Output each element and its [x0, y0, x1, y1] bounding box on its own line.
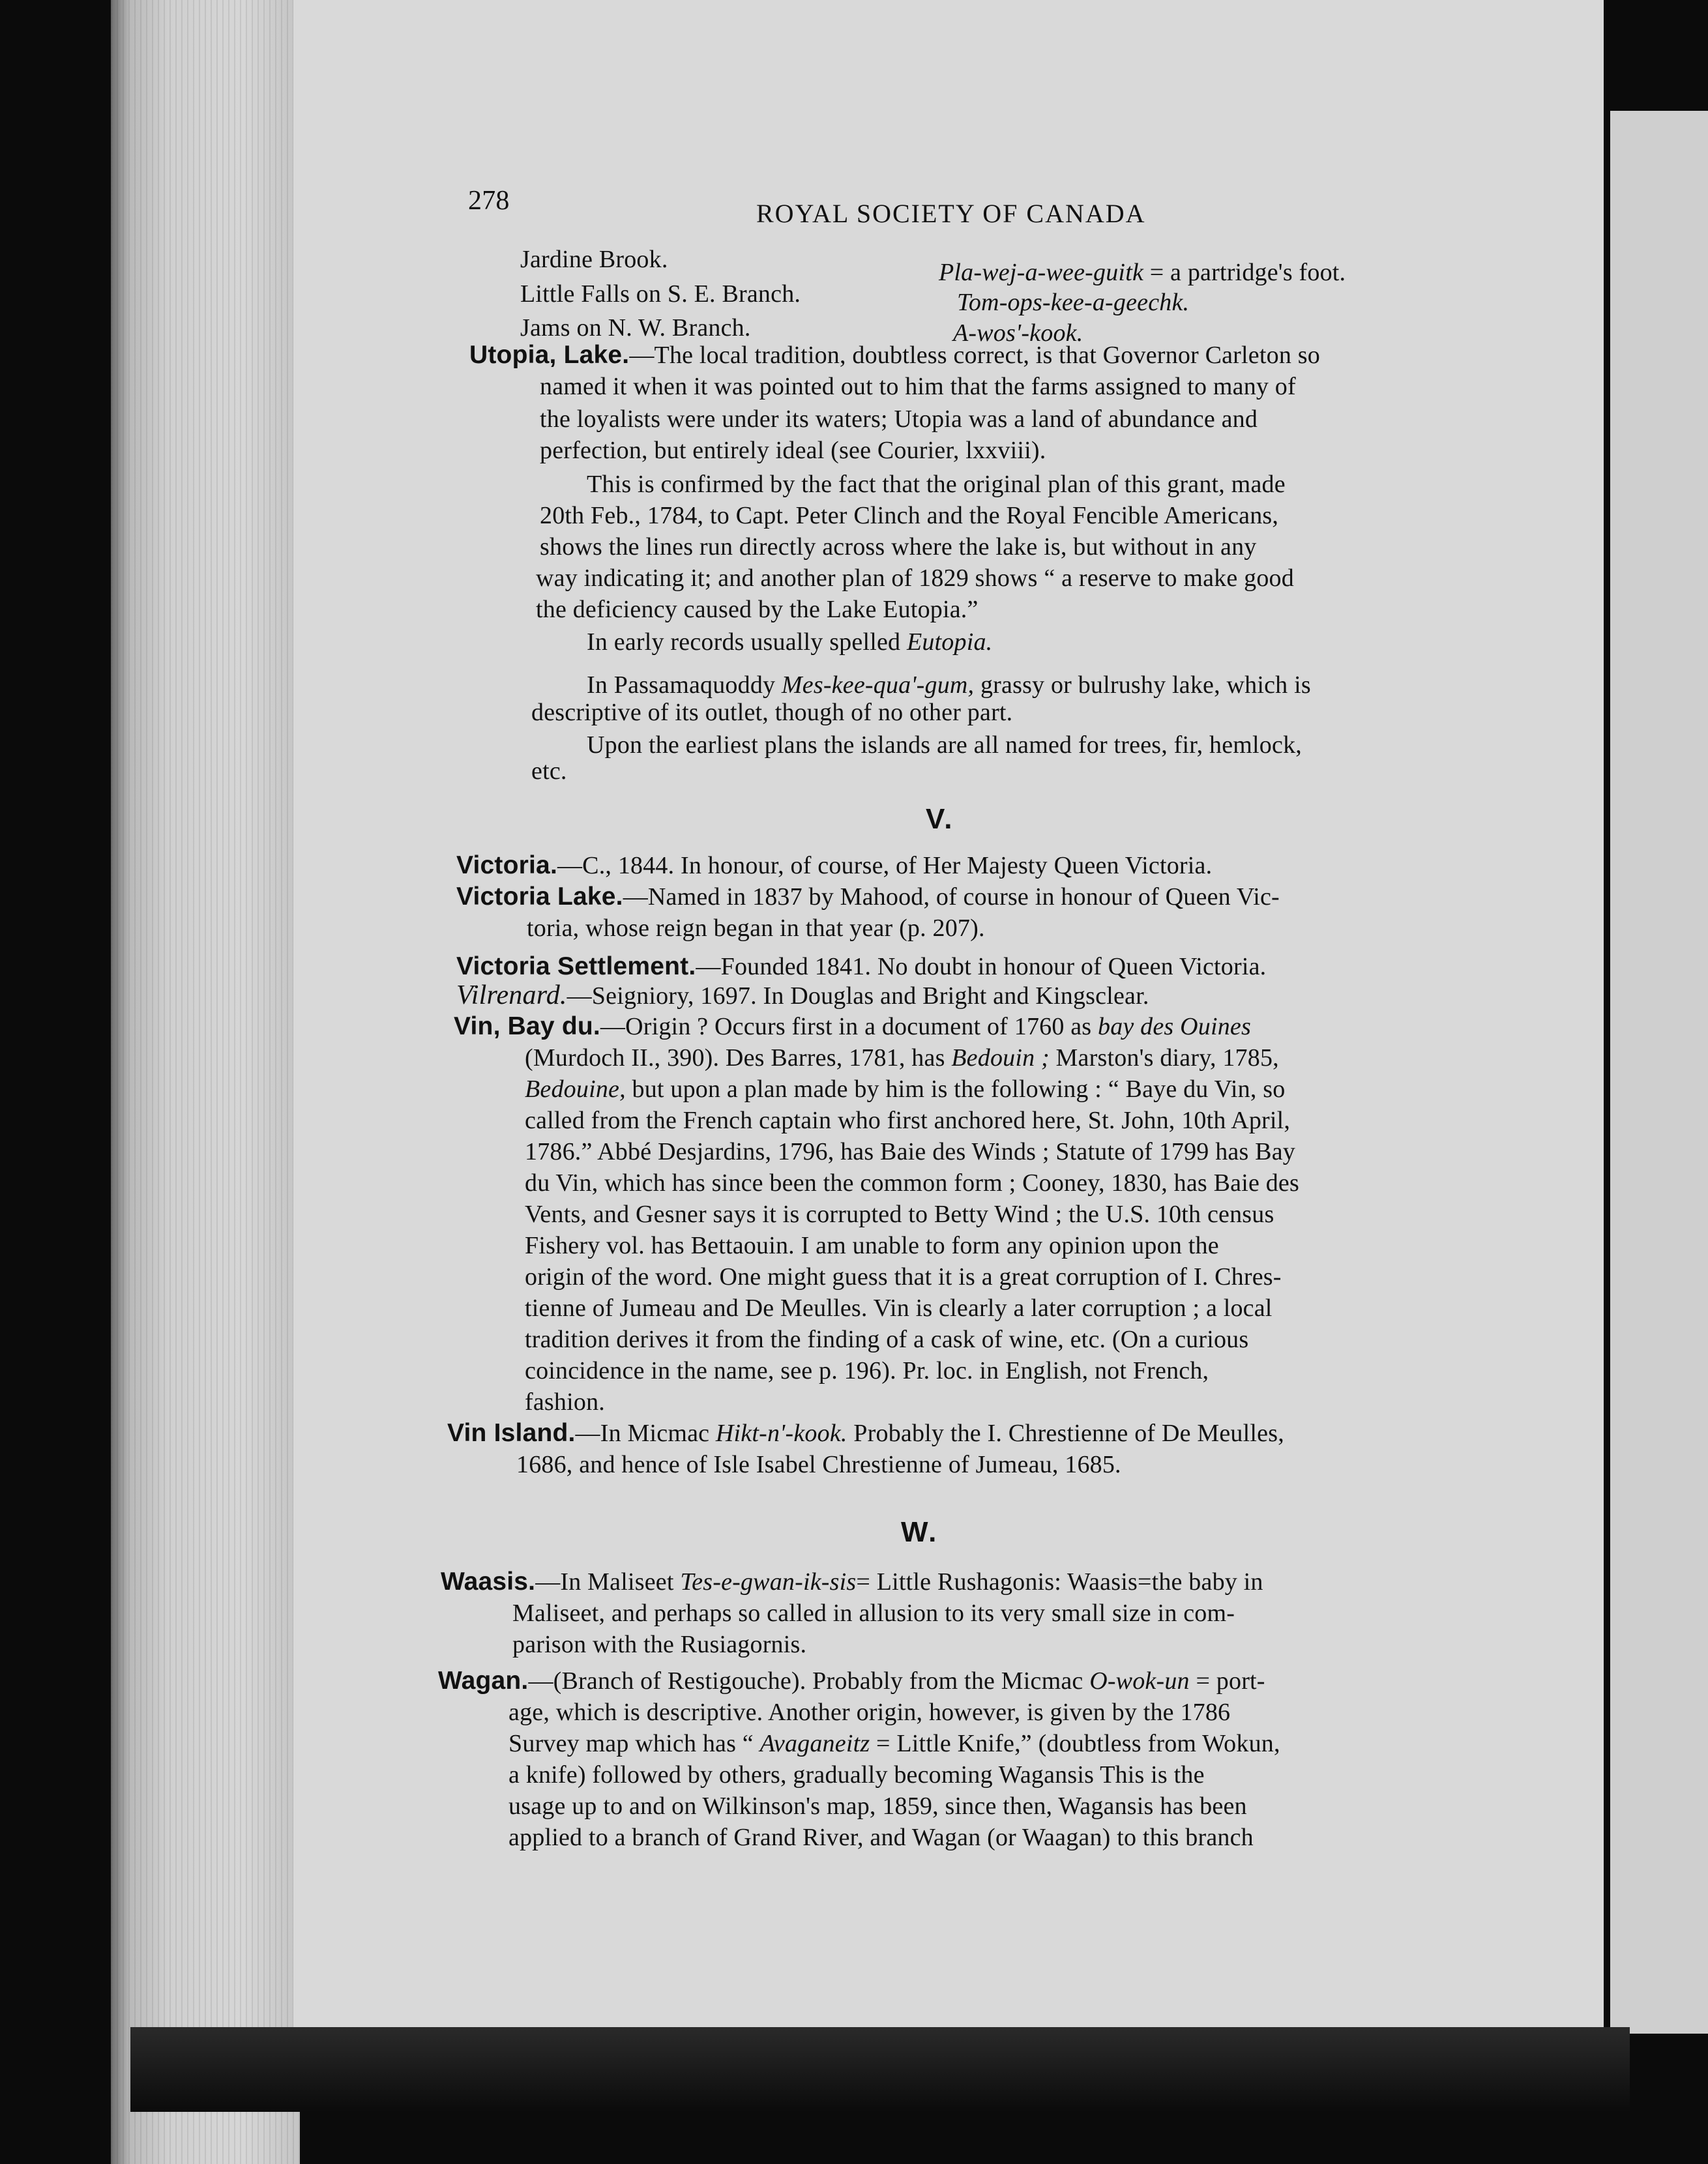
- table-row-native: Tom-ops-kee-a-geechk.: [957, 289, 1190, 316]
- entry-vin-island-line: 1686, and hence of Isle Isabel Chrestienne of Jumeau, 1685.: [516, 1451, 1121, 1478]
- entry-utopia-line: etc.: [531, 757, 567, 785]
- entry-utopia-line: In early records usually spelled Eutopia.: [587, 628, 993, 656]
- entry-vin-bay-line: 1786.” Abbé Desjardins, 1796, has Baie des Winds ; Statute of 1799 has Bay: [525, 1138, 1295, 1165]
- entry-wagan-line: usage up to and on Wilkinson's map, 1859, since then, Wagansis has been: [508, 1792, 1247, 1820]
- entry-waasis-line: Maliseet, and perhaps so called in allusion to its very small size in com-: [512, 1600, 1235, 1627]
- entry-victoria-settlement: Victoria Settlement.—Founded 1841. No doubt in honour of Queen Victoria.: [456, 952, 1267, 980]
- entry-vin-bay-line: (Murdoch II., 390). Des Barres, 1781, has Bedouin ; Marston's diary, 1785,: [525, 1044, 1279, 1072]
- entry-utopia-line: perfection, but entirely ideal (see Courier, lxxviii).: [540, 437, 1046, 464]
- entry-vin-bay-line: tradition derives it from the finding of a cask of wine, etc. (On a curious: [525, 1326, 1249, 1353]
- book-page-edges: [111, 0, 300, 2164]
- table-row-english: Jams on N. W. Branch.: [520, 314, 751, 342]
- entry-utopia-line: In Passamaquoddy Mes-kee-qua'-gum, grassy or bulrushy lake, which is: [587, 671, 1311, 699]
- table-row-native: A-wos'-kook.: [953, 319, 1083, 347]
- entry-utopia-line: the deficiency caused by the Lake Eutopia.”: [536, 596, 979, 623]
- entry-utopia-line: named it when it was pointed out to him that the farms assigned to many of: [540, 373, 1296, 400]
- entry-utopia-line: 20th Feb., 1784, to Capt. Peter Clinch and the Royal Fencible Americans,: [540, 502, 1279, 529]
- page-number: 278: [468, 186, 510, 216]
- table-row-english: Jardine Brook.: [520, 246, 668, 273]
- facing-page-edge: [1610, 111, 1708, 2034]
- entry-vilrenard: Vilrenard.—Seigniory, 1697. In Douglas and Bright and Kingsclear.: [456, 980, 1149, 1010]
- entry-utopia-line: Utopia, Lake.—The local tradition, doubtless correct, is that Governor Carleton so: [469, 341, 1320, 369]
- entry-wagan-line: applied to a branch of Grand River, and Wagan (or Waagan) to this branch: [508, 1824, 1254, 1851]
- entry-victoria-lake-line: toria, whose reign began in that year (p. 207).: [527, 914, 985, 942]
- table-row-english: Little Falls on S. E. Branch.: [520, 280, 801, 308]
- entry-vin-bay-line: Vents, and Gesner says it is corrupted to Betty Wind ; the U.S. 10th census: [525, 1201, 1274, 1228]
- entry-victoria-lake-line: Victoria Lake.—Named in 1837 by Mahood, of course in honour of Queen Vic-: [456, 883, 1280, 911]
- entry-wagan-line: Wagan.—(Branch of Restigouche). Probably from the Micmac O-wok-un = port-: [438, 1667, 1265, 1695]
- entry-utopia-line: This is confirmed by the fact that the original plan of this grant, made: [587, 471, 1286, 498]
- running-head: ROYAL SOCIETY OF CANADA: [756, 199, 1146, 228]
- entry-vin-bay-line: called from the French captain who first anchored here, St. John, 10th April,: [525, 1107, 1291, 1134]
- section-heading-w: W.: [901, 1516, 939, 1548]
- entry-utopia-line: way indicating it; and another plan of 1829 shows “ a reserve to make good: [536, 564, 1294, 592]
- entry-wagan-line: Survey map which has “ Avaganeitz = Little Knife,” (doubtless from Wokun,: [508, 1730, 1280, 1757]
- entry-vin-bay-line: du Vin, which has since been the common form ; Cooney, 1830, has Baie des: [525, 1169, 1299, 1197]
- entry-wagan-line: age, which is descriptive. Another origin, however, is given by the 1786: [508, 1699, 1231, 1726]
- entry-utopia-line: Upon the earliest plans the islands are all named for trees, fir, hemlock,: [587, 731, 1302, 759]
- entry-vin-bay-line: coincidence in the name, see p. 196). Pr. loc. in English, not French,: [525, 1357, 1209, 1384]
- entry-vin-bay-line: origin of the word. One might guess that it is a great corruption of I. Chres-: [525, 1263, 1282, 1291]
- entry-wagan-line: a knife) followed by others, gradually becoming Wagansis This is the: [508, 1761, 1205, 1789]
- entry-victoria: Victoria.—C., 1844. In honour, of course, of Her Majesty Queen Victoria.: [456, 851, 1213, 879]
- entry-vin-bay-line: tienne of Jumeau and De Meulles. Vin is clearly a later corruption ; a local: [525, 1294, 1273, 1322]
- entry-waasis-line: parison with the Rusiagornis.: [512, 1631, 807, 1658]
- entry-vin-bay-line: Fishery vol. has Bettaouin. I am unable to form any opinion upon the: [525, 1232, 1219, 1259]
- entry-vin-bay-line: Vin, Bay du.—Origin ? Occurs first in a document of 1760 as bay des Ouines: [454, 1012, 1251, 1040]
- entry-vin-bay-line: Bedouine, but upon a plan made by him is the following : “ Baye du Vin, so: [525, 1075, 1286, 1103]
- scan-shadow: [130, 2027, 1630, 2112]
- entry-vin-bay-line: fashion.: [525, 1388, 605, 1416]
- entry-utopia-line: descriptive of its outlet, though of no other part.: [531, 699, 1013, 726]
- section-heading-v: V.: [926, 803, 954, 835]
- entry-utopia-line: shows the lines run directly across where the lake is, but without in any: [540, 533, 1257, 561]
- entry-utopia-line: the loyalists were under its waters; Utopia was a land of abundance and: [540, 405, 1258, 433]
- table-row-native: Pla-wej-a-wee-guitk = a partridge's foot.: [939, 259, 1346, 286]
- entry-waasis-line: Waasis.—In Maliseet Tes-e-gwan-ik-sis= Little Rushagonis: Waasis=the baby in: [441, 1568, 1263, 1596]
- entry-vin-island-line: Vin Island.—In Micmac Hikt-n'-kook. Probably the I. Chrestienne of De Meulles,: [447, 1419, 1284, 1447]
